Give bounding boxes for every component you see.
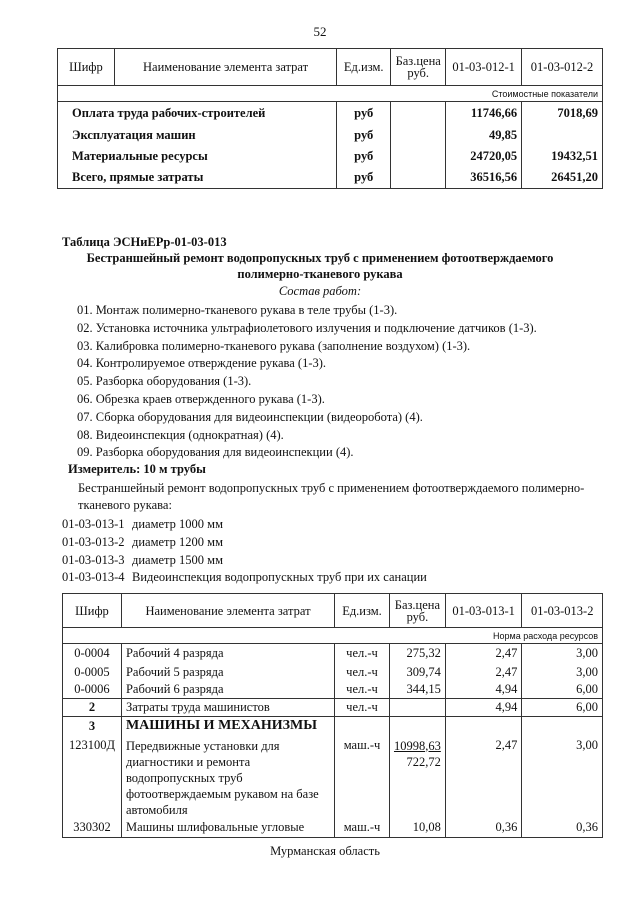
description-line-2: тканевого рукава: [78,498,172,512]
row-value-2: 6,00 [522,681,603,699]
row-code: 3 [63,717,122,736]
work-item: 05. Разборка оборудования (1-3). [77,374,252,389]
header-col1: 01-03-013-1 [445,594,522,628]
row-name: Передвижные установки для диагностики и ремонта водопропускных труб фотоотверждаемым рукавом на базе автомобиля [121,736,334,818]
works-label: Состав работ: [278,284,362,298]
header-code: Шифр [58,49,115,86]
works-list [77,302,537,462]
row-unit: руб [337,126,391,146]
header-unit: Ед.изм. [335,594,390,628]
row-price: 309,74 [389,664,445,681]
row-value-1: 0,36 [445,818,522,838]
resource-table-013 [62,593,603,838]
row-unit: руб [337,146,391,167]
row-value-1: 24720,05 [446,146,522,167]
header-col1: 01-03-012-1 [446,49,522,86]
description-line-1: Бестраншейный ремонт водопропускных труб с применением фотоотверждаемого полимерно- [78,481,585,495]
row-value-1: 4,94 [445,681,522,699]
row-price: 344,15 [389,681,445,699]
row-price: 10998,63 [393,738,441,753]
row-value-1: 11746,66 [446,102,522,126]
code-list [62,516,427,587]
header-code: Шифр [63,594,122,628]
row-name: Рабочий 6 разряда [121,681,334,699]
work-item: 01. Монтаж полимерно-тканевого рукава в теле трубы (1-3). [77,303,398,317]
row-value-2: 3,00 [522,736,603,818]
subheader: Стоимостные показатели [58,86,603,102]
header-name: Наименование элемента затрат [121,594,334,628]
row-code: 0-0004 [63,644,122,664]
code: 01-03-013-3 [62,552,125,567]
header-unit: Ед.изм. [337,49,391,86]
row-value-2: 19432,51 [522,146,603,167]
page-number: 52 [313,24,327,39]
row-unit: чел.-ч [335,644,390,664]
work-item: 09. Разборка оборудования для видеоинспекции (4). [77,445,354,460]
row-price: 275,32 [389,644,445,664]
row-name: Машины шлифовальные угловые [121,818,334,838]
row-unit: чел.-ч [335,664,390,681]
table-row [58,102,603,126]
code-item [62,552,427,570]
row-unit: чел.-ч [335,699,390,717]
work-item: 04. Контролируемое отверждение рукава (1-3). [77,356,327,371]
table-row [63,736,603,818]
table-row [63,681,603,699]
row-name: Рабочий 4 разряда [121,644,334,664]
row-value-2: 3,00 [522,644,603,664]
header-col2: 01-03-012-2 [522,49,603,86]
code-text: диаметр 1500 мм [132,552,223,567]
footer-region: Мурманская область [270,844,380,858]
row-value-2 [522,126,603,146]
subheader: Норма расхода ресурсов [63,628,603,644]
row-price: 10,08 [389,818,445,838]
section-title: МАШИНЫ И МЕХАНИЗМЫ [121,717,334,736]
row-unit: маш.-ч [335,736,390,818]
row-value-2: 6,00 [522,699,603,717]
table-row [58,126,603,146]
table-row [58,146,603,167]
header-name: Наименование элемента затрат [114,49,336,86]
meter: Измеритель: 10 м трубы [68,462,206,476]
code-text: Видеоинспекция водопропускных труб при их санации [132,570,427,585]
row-value-2: 7018,69 [522,102,603,126]
work-item: 03. Калибровка полимерно-тканевого рукава (заполнение воздухом) (1-3). [77,338,471,353]
cost-table-012 [57,48,603,189]
heading-line-1: Бестраншейный ремонт водопропускных труб с применением фотоотверждаемого [86,251,554,265]
row-name: Рабочий 5 разряда [121,664,334,681]
row-name: Эксплуатация машин [58,126,337,146]
row-name: Материальные ресурсы [58,146,337,167]
table-row [63,664,603,681]
row-value-1: 2,47 [445,644,522,664]
row-code: 330302 [63,818,122,838]
code-item [62,534,427,552]
row-value-2: 0,36 [522,818,603,838]
work-item: 02. Установка источника ультрафиолетового излучения и подключение датчиков (1-3). [77,320,537,335]
code: 01-03-013-2 [62,534,125,549]
row-value-1: 2,47 [445,736,522,818]
row-unit: руб [337,167,391,189]
row-value-1: 2,47 [445,664,522,681]
row-unit: чел.-ч [335,681,390,699]
work-item: 06. Обрезка краев отвержденного рукава (1-3). [77,391,325,406]
table-row [58,167,603,189]
row-value-1: 36516,56 [446,167,522,189]
table-row [63,644,603,664]
table-row [63,717,603,736]
work-item: 07. Сборка оборудования для видеоинспекции (видеоробота) (4). [77,409,423,424]
code-text: диаметр 1000 мм [132,517,223,531]
code-item [62,516,427,534]
row-code: 0-0005 [63,664,122,681]
row-code: 2 [63,699,122,717]
row-price [389,699,445,717]
table-row [63,699,603,717]
row-code: 0-0006 [63,681,122,699]
row-name: Оплата труда рабочих-строителей [58,102,337,126]
row-name: Затраты труда машинистов [121,699,334,717]
row-value-1: 4,94 [445,699,522,717]
heading-line-2: полимерно-тканевого рукава [237,267,403,281]
code-item [62,569,427,587]
code: 01-03-013-4 [62,570,125,585]
row-value-2: 3,00 [522,664,603,681]
row-code: 123100Д [63,736,122,818]
header-price: Баз.цена руб. [389,594,445,628]
row-name: Всего, прямые затраты [58,167,337,189]
work-item: 08. Видеоинспекция (однократная) (4). [77,427,284,442]
code: 01-03-013-1 [62,517,125,531]
header-col2: 01-03-013-2 [522,594,603,628]
table-row [63,818,603,838]
row-price-secondary: 722,72 [406,754,441,769]
header-price: Баз.цена руб. [391,49,446,86]
row-unit: руб [337,102,391,126]
row-value-1: 49,85 [446,126,522,146]
table-title: Таблица ЭСНиЕРр-01-03-013 [62,235,227,249]
code-text: диаметр 1200 мм [132,534,223,549]
row-value-2: 26451,20 [522,167,603,189]
row-unit: маш.-ч [335,818,390,838]
